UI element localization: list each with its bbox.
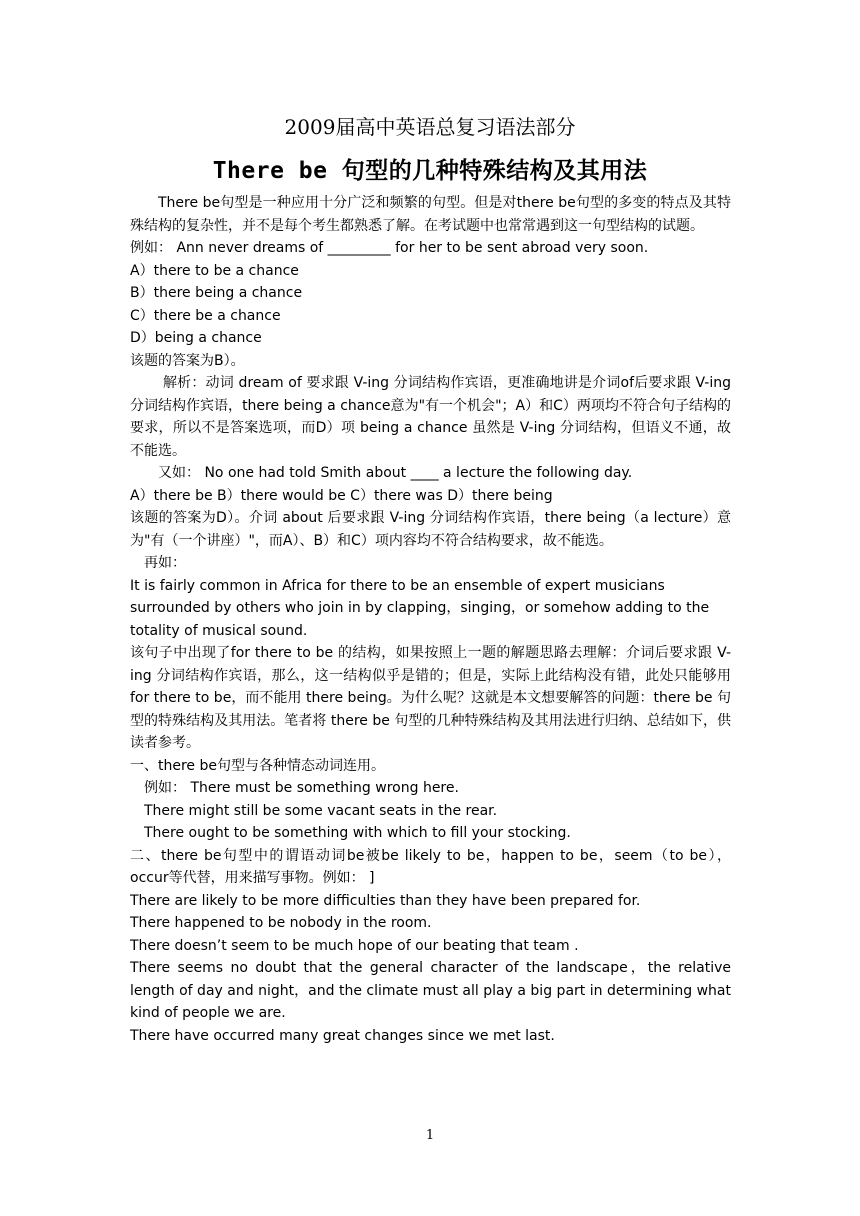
section2-example: There are likely to be more difficulties than they have been prepared for.	[130, 892, 641, 909]
example2-question: 又如： No one had told Smith about ____ a lecture the following day.	[158, 465, 633, 481]
section2-example: There happened to be nobody in the room.	[130, 915, 432, 931]
example3-sentence: It is fairly common in Africa for there to be an ensemble of expert musicians surrounded by others who join in by clapping，singing，or somehow adding to the totality of musical sound.	[130, 577, 710, 639]
document-body	[130, 192, 731, 1047]
section2-example: There have occurred many great changes since we met last.	[130, 1027, 555, 1044]
section2-heading: 二、there be句型中的谓语动词be被be likely to be，happen to be，seem（to be）， occur等代替，用来描写事物。例如： ]	[130, 847, 731, 886]
document-title: 2009届高中英语总复习语法部分	[284, 115, 576, 139]
intro-paragraph: There be句型是一种应用十分广泛和频繁的句型。但是对there be句型的多变的特点及其特殊结构的复杂性，并不是每个考生都熟悉了解。在考试题中也常常遇到这一句型结构的试题。	[130, 195, 731, 234]
example1-option-a: A）there to be a chance	[130, 262, 299, 279]
example1-option-c: C）there be a chance	[130, 307, 281, 324]
section1-example: There might still be some vacant seats in the rear.	[144, 802, 498, 819]
example3-label: 再如：	[144, 555, 186, 571]
example2-answer: 该题的答案为D）。介词 about 后要求跟 V-ing 分词结构作宾语，there being（a lecture）意为"有（一个讲座）"，而A）、B）和C）项内容均不符合结构要求，故不能选。	[130, 510, 731, 549]
example1-question: 例如： Ann never dreams of _________ for her to be sent abroad very soon.	[130, 240, 649, 256]
section2-example: There doesn’t seem to be much hope of our beating that team .	[130, 937, 579, 954]
example1-option-d: D）being a chance	[130, 330, 262, 346]
example1-analysis: 解析：动词 dream of 要求跟 V-ing 分词结构作宾语，更准确地讲是介词of后要求跟 V-ing 分词结构作宾语，there being a chance意为"有一个机会"；A）和C）两项均不符合句子结构的要求，所以不是答案选项，而D）项 being a chance 虽然是 V-ing 分词结构，但语义不通，故不能选。	[130, 375, 731, 459]
example1-option-b: B）there being a chance	[130, 285, 303, 301]
section1-example: 例如： There must be something wrong here.	[144, 780, 459, 796]
section1-example: There ought to be something with which to fill your stocking.	[144, 825, 571, 841]
example3-explanation: 该句子中出现了for there to be 的结构，如果按照上一题的解题思路去理解：介词后要求跟 V-ing 分词结构作宾语，那么，这一结构似乎是错的；但是，实际上此结构没有错，此处只能够用 for there to be，而不能用 there being。为什么呢？这就是本文想要解答的问题：there be 句型的特殊结构及其用法。笔者将 there be 句型的几种特殊结构及其用法进行归纳、总结如下，供读者参考。	[130, 645, 731, 751]
example1-answer: 该题的答案为B）。	[130, 352, 245, 369]
page-number: 1	[425, 1128, 435, 1143]
document-subtitle: There be 句型的几种特殊结构及其用法	[212, 158, 648, 184]
example2-options: A）there be B）there would be C）there was D）there being	[130, 487, 553, 504]
section2-example: There seems no doubt that the general character of the landscape，the relative length of day and night，and the climate must all play a big part in determining what kind of people we are.	[130, 960, 731, 1021]
section1-heading: 一、there be句型与各种情态动词连用。	[130, 757, 385, 774]
